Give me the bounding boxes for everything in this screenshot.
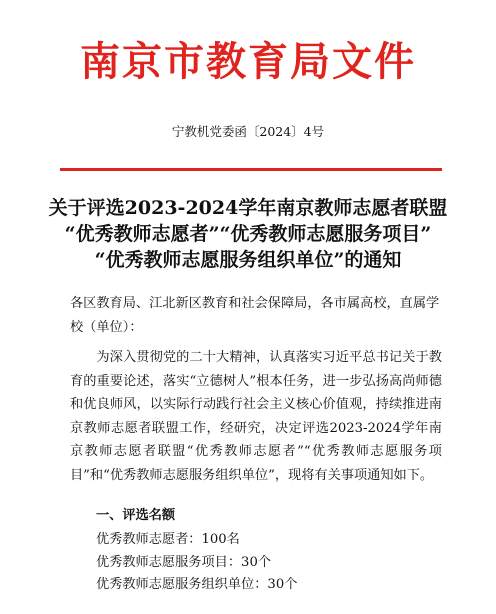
document-number: 宁教机党委函〔2024〕4号	[171, 124, 325, 139]
red-header-rule	[60, 168, 442, 171]
list-item: 优秀教师志愿服务组织单位：30个	[96, 577, 298, 592]
addressee-block	[70, 292, 442, 339]
addressee: 各区教育局、江北新区教育和社会保障局，各市属高校，直属学校（单位）：	[70, 296, 440, 335]
list-item: 优秀教师志愿服务项目：30个	[96, 554, 272, 570]
quota-list	[96, 529, 297, 597]
notice-title-line: “优秀教师志愿服务组织单位”的通知	[94, 249, 402, 271]
intro-paragraph-block	[70, 346, 442, 487]
section-heading: 一、评选名额	[96, 508, 176, 523]
notice-title-line: 关于评选2023-2024学年南京教师志愿者联盟	[48, 197, 448, 219]
notice-title	[0, 195, 496, 273]
intro-paragraph: 为深入贯彻党的二十大精神，认真落实习近平总书记关于教育的重要论述，落实“立德树人”根本任务，进一步弘扬高尚师德和优良师风，以实际行动践行社会主义核心价值观，持续推进南京教师志愿者联盟工作，经研究，决定评选2023-2024学年南京教师志愿者联盟“优秀教师志愿者”“优秀教师志愿服务项目”和“优秀教师志愿服务组织单位”，现将有关事项通知如下。	[70, 350, 442, 483]
notice-title-line: “优秀教师志愿者”“优秀教师志愿服务项目”	[64, 223, 432, 245]
list-item: 优秀教师志愿者：100名	[96, 532, 240, 547]
issuer-header: 南京市教育局文件	[80, 38, 416, 85]
